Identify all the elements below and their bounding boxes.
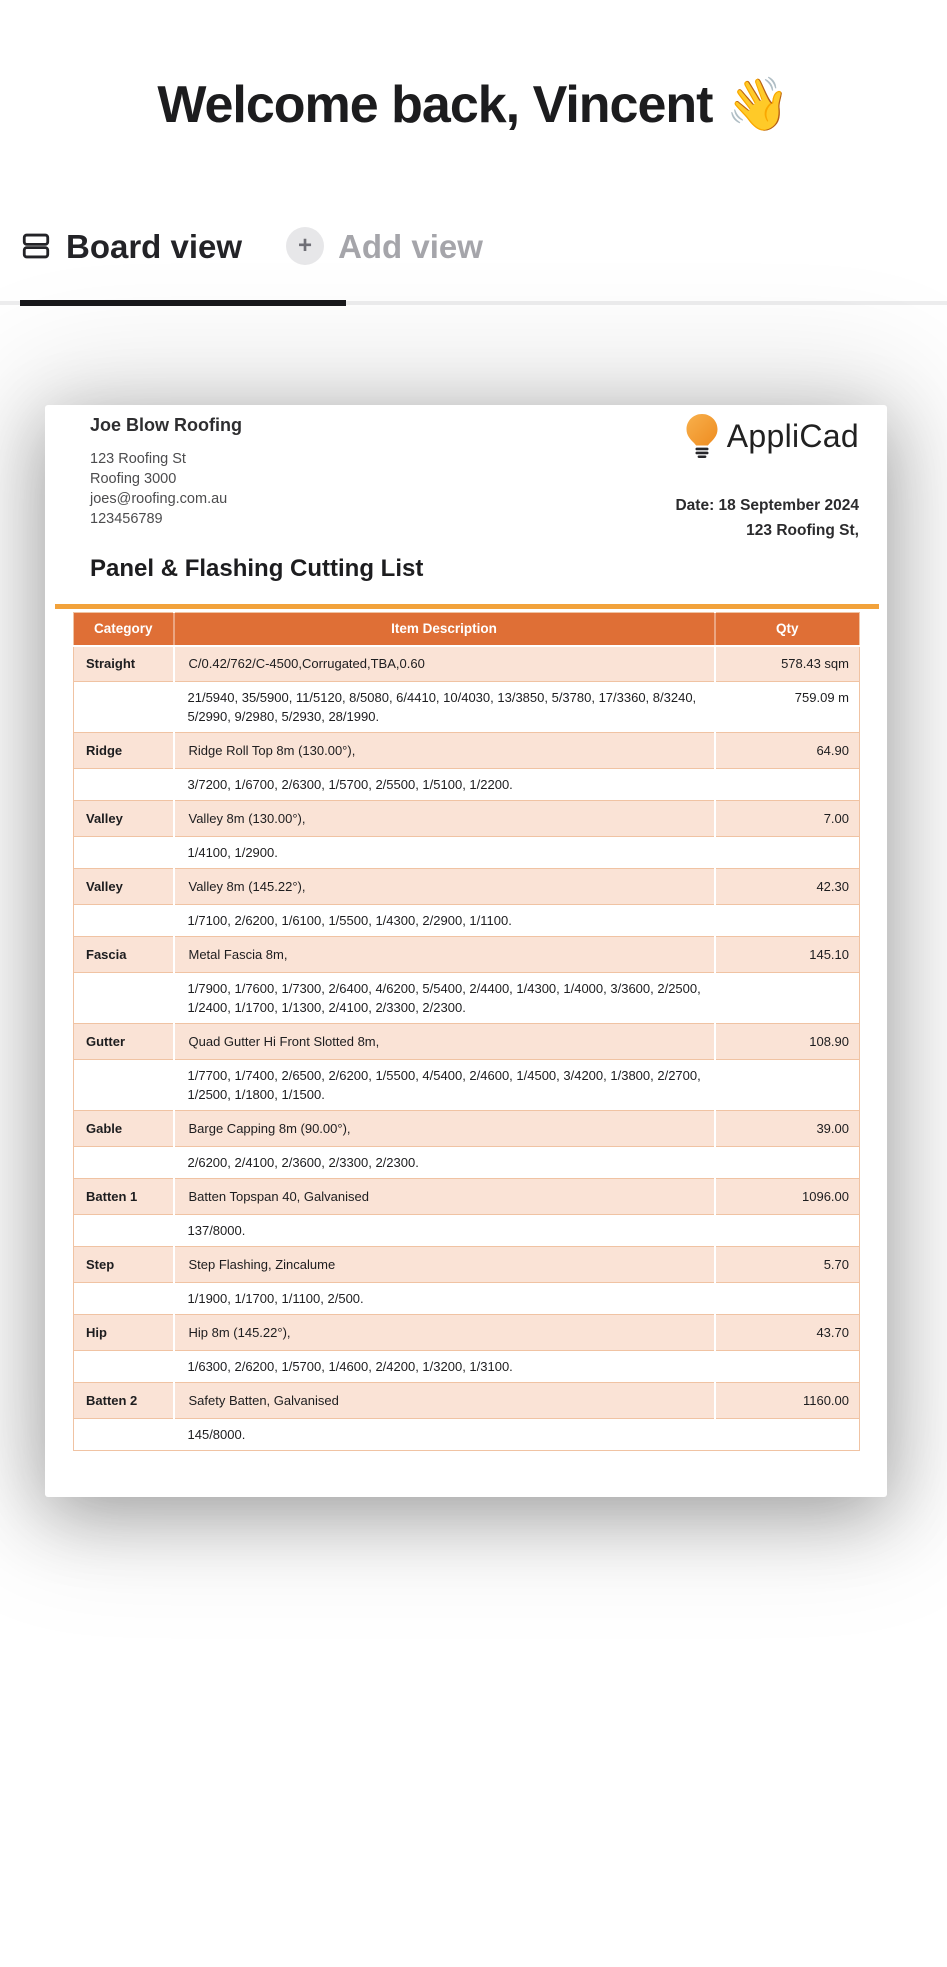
item-qty: 108.90 [715,1024,860,1060]
item-row [74,1383,860,1419]
header-qty: Qty [715,613,860,646]
date-block [675,493,859,543]
cut-lengths: 3/7200, 1/6700, 2/6300, 1/5700, 2/5500, 1/5100, 1/2200. [174,769,715,801]
item-qty: 1160.00 [715,1383,860,1419]
board-view-icon [20,230,52,262]
item-qty: 1096.00 [715,1179,860,1215]
date-line: Date: 18 September 2024 [675,497,859,514]
item-qty: 42.30 [715,869,860,905]
item-category: Gutter [74,1024,174,1060]
item-qty: 578.43 sqm [715,646,860,682]
item-row [74,646,860,682]
applicad-logo [684,413,859,459]
cut-detail-qty [715,1060,860,1111]
item-description: Quad Gutter Hi Front Slotted 8m, [174,1024,715,1060]
cut-lengths: 1/6300, 2/6200, 1/5700, 1/4600, 2/4200, 1/3200, 1/3100. [174,1351,715,1383]
item-qty: 39.00 [715,1111,860,1147]
item-row [74,1111,860,1147]
item-row [74,1247,860,1283]
cut-detail-empty-cell [74,1351,174,1383]
cut-detail-row [74,769,860,801]
company-address-line1: 123 Roofing St [90,451,186,467]
tab-add-view-label: Add view [338,227,483,265]
item-qty: 5.70 [715,1247,860,1283]
cut-detail-empty-cell [74,682,174,733]
cut-detail-qty: 759.09 m [715,682,860,733]
table-header-row [74,613,860,646]
tab-board-view[interactable] [20,227,243,265]
item-category: Valley [74,801,174,837]
active-tab-indicator [20,300,346,306]
cut-detail-row [74,1283,860,1315]
cut-lengths: 145/8000. [174,1419,715,1451]
cut-detail-row [74,837,860,869]
site-address-line: 123 Roofing St, [746,522,859,539]
tab-add-view[interactable] [286,227,483,265]
cut-lengths: 1/1900, 1/1700, 1/1100, 2/500. [174,1283,715,1315]
item-category: Ridge [74,733,174,769]
item-row [74,937,860,973]
cut-detail-row [74,1215,860,1247]
tab-board-view-label: Board view [66,227,243,265]
item-description: Valley 8m (130.00°), [174,801,715,837]
item-category: Straight [74,646,174,682]
item-row [74,1179,860,1215]
item-description: Batten Topspan 40, Galvanised [174,1179,715,1215]
item-description: Barge Capping 8m (90.00°), [174,1111,715,1147]
item-category: Gable [74,1111,174,1147]
cut-lengths: 1/7900, 1/7600, 1/7300, 2/6400, 4/6200, 5/5400, 2/4400, 1/4300, 1/4000, 3/3600, 2/2500, 1/2400, 1/1700, 1/1300, 2/4100, 2/3300, 2/2300. [174,973,715,1024]
cutting-list [73,612,859,1451]
company-name: Joe Blow Roofing [90,415,242,435]
cut-lengths: 137/8000. [174,1215,715,1247]
cut-detail-row [74,1351,860,1383]
cut-detail-empty-cell [74,1060,174,1111]
cut-detail-row [74,682,860,733]
document-title: Panel & Flashing Cutting List [90,555,424,582]
cut-detail-empty-cell [74,837,174,869]
cut-detail-empty-cell [74,973,174,1024]
pdf-preview-card[interactable] [45,405,887,1497]
cut-detail-qty [715,905,860,937]
cut-detail-row [74,1147,860,1179]
item-qty: 43.70 [715,1315,860,1351]
cut-detail-row [74,1419,860,1451]
cut-lengths: 1/7700, 1/7400, 2/6500, 2/6200, 1/5500, 4/5400, 2/4600, 1/4500, 3/4200, 1/3800, 2/2700, 1/2500, 1/1800, 1/1500. [174,1060,715,1111]
item-qty: 145.10 [715,937,860,973]
header-item-description: Item Description [174,613,715,646]
item-qty: 7.00 [715,801,860,837]
cut-detail-empty-cell [74,1147,174,1179]
cut-lengths: 2/6200, 2/4100, 2/3600, 2/3300, 2/2300. [174,1147,715,1179]
item-category: Step [74,1247,174,1283]
cut-detail-empty-cell [74,1215,174,1247]
item-description: C/0.42/762/C-4500,Corrugated,TBA,0.60 [174,646,715,682]
item-category: Batten 2 [74,1383,174,1419]
cut-detail-row [74,973,860,1024]
cut-lengths: 1/7100, 2/6200, 1/6100, 1/5500, 1/4300, 2/2900, 1/1100. [174,905,715,937]
cut-detail-empty-cell [74,905,174,937]
item-category: Fascia [74,937,174,973]
welcome-heading: Welcome back, Vincent 👋 [157,76,790,134]
item-row [74,869,860,905]
cut-detail-qty [715,1147,860,1179]
cutting-list-body [74,646,860,1451]
cut-detail-qty [715,1283,860,1315]
item-category: Hip [74,1315,174,1351]
item-description: Valley 8m (145.22°), [174,869,715,905]
company-address-line2: Roofing 3000 [90,471,177,487]
item-description: Safety Batten, Galvanised [174,1383,715,1419]
cut-detail-row [74,905,860,937]
item-category: Batten 1 [74,1179,174,1215]
cut-lengths: 1/4100, 1/2900. [174,837,715,869]
accent-divider [55,604,879,609]
item-row [74,1315,860,1351]
cut-detail-qty [715,1419,860,1451]
cut-detail-qty [715,973,860,1024]
cut-detail-empty-cell [74,1283,174,1315]
company-phone: 123456789 [90,511,163,527]
cut-detail-qty [715,1351,860,1383]
cut-lengths: 21/5940, 35/5900, 11/5120, 8/5080, 6/4410, 10/4030, 13/3850, 5/3780, 17/3360, 8/3240, 5/2990, 9/2980, 5/2930, 28/1990. [174,682,715,733]
item-row [74,733,860,769]
cut-detail-qty [715,769,860,801]
item-description: Step Flashing, Zincalume [174,1247,715,1283]
header-category: Category [74,613,174,646]
item-description: Ridge Roll Top 8m (130.00°), [174,733,715,769]
cut-detail-empty-cell [74,1419,174,1451]
company-block [90,415,242,529]
company-email: joes@roofing.com.au [90,491,228,507]
item-qty: 64.90 [715,733,860,769]
lightbulb-icon [684,413,720,459]
tab-bar [20,222,947,270]
cut-detail-row [74,1060,860,1111]
item-description: Hip 8m (145.22°), [174,1315,715,1351]
cutting-list-table [73,612,860,1451]
cut-detail-qty [715,1215,860,1247]
cut-detail-empty-cell [74,769,174,801]
logo-brand-text: AppliCad [726,418,859,454]
cut-detail-qty [715,837,860,869]
item-row [74,1024,860,1060]
tab-underline-track [0,301,947,305]
item-category: Valley [74,869,174,905]
item-row [74,801,860,837]
item-description: Metal Fascia 8m, [174,937,715,973]
plus-icon: + [286,227,324,265]
